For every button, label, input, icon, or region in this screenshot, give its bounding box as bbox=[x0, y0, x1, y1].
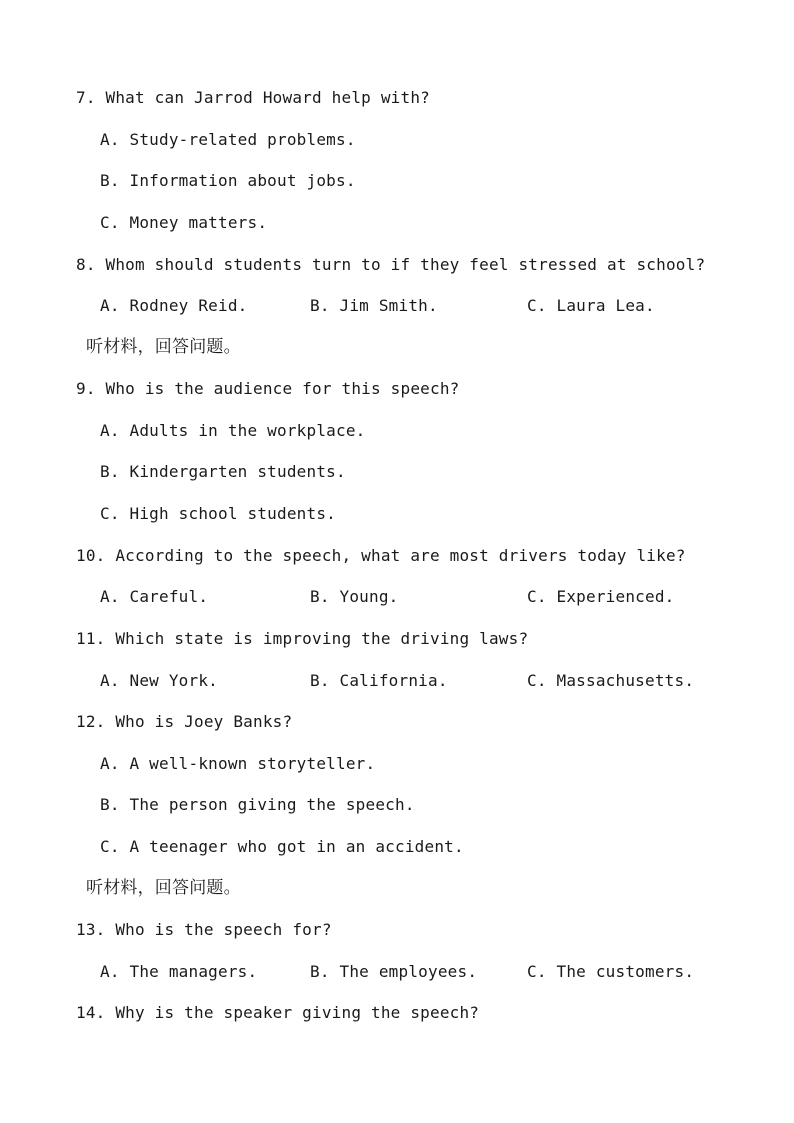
question-9-option-b: B. Kindergarten students. bbox=[100, 462, 346, 481]
question-12-stem: 12. Who is Joey Banks? bbox=[76, 712, 293, 731]
question-10-stem: 10. According to the speech, what are most drivers today like? bbox=[76, 546, 686, 565]
question-13-stem: 13. Who is the speech for? bbox=[76, 920, 332, 939]
question-11-option-c: C. Massachusetts. bbox=[527, 671, 695, 690]
question-13-option-b: B. The employees. bbox=[310, 962, 478, 981]
question-11-option-a: A. New York. bbox=[100, 671, 218, 690]
question-8-option-a: A. Rodney Reid. bbox=[100, 296, 248, 315]
question-7-option-a: A. Study-related problems. bbox=[100, 130, 356, 149]
question-9-stem: 9. Who is the audience for this speech? bbox=[76, 379, 460, 398]
question-13-option-a: A. The managers. bbox=[100, 962, 258, 981]
question-7-option-b: B. Information about jobs. bbox=[100, 171, 356, 190]
section-note-1: 听材料，回答问题。 bbox=[86, 337, 241, 357]
question-7-option-c: C. Money matters. bbox=[100, 213, 268, 232]
question-12-option-a: A. A well-known storyteller. bbox=[100, 754, 376, 773]
question-9-option-a: A. Adults in the workplace. bbox=[100, 421, 366, 440]
question-12-option-c: C. A teenager who got in an accident. bbox=[100, 837, 464, 856]
question-11-stem: 11. Which state is improving the driving laws? bbox=[76, 629, 529, 648]
question-8-stem: 8. Whom should students turn to if they feel stressed at school? bbox=[76, 255, 706, 274]
question-8-option-b: B. Jim Smith. bbox=[310, 296, 438, 315]
question-10-option-b: B. Young. bbox=[310, 587, 399, 606]
question-14-stem: 14. Why is the speaker giving the speech? bbox=[76, 1003, 480, 1022]
question-8-option-c: C. Laura Lea. bbox=[527, 296, 655, 315]
question-10-option-a: A. Careful. bbox=[100, 587, 209, 606]
question-12-option-b: B. The person giving the speech. bbox=[100, 795, 415, 814]
question-13-option-c: C. The customers. bbox=[527, 962, 695, 981]
question-10-option-c: C. Experienced. bbox=[527, 587, 675, 606]
question-11-option-b: B. California. bbox=[310, 671, 448, 690]
question-9-option-c: C. High school students. bbox=[100, 504, 336, 523]
question-7-stem: 7. What can Jarrod Howard help with? bbox=[76, 88, 430, 107]
section-note-2: 听材料，回答问题。 bbox=[86, 878, 241, 898]
